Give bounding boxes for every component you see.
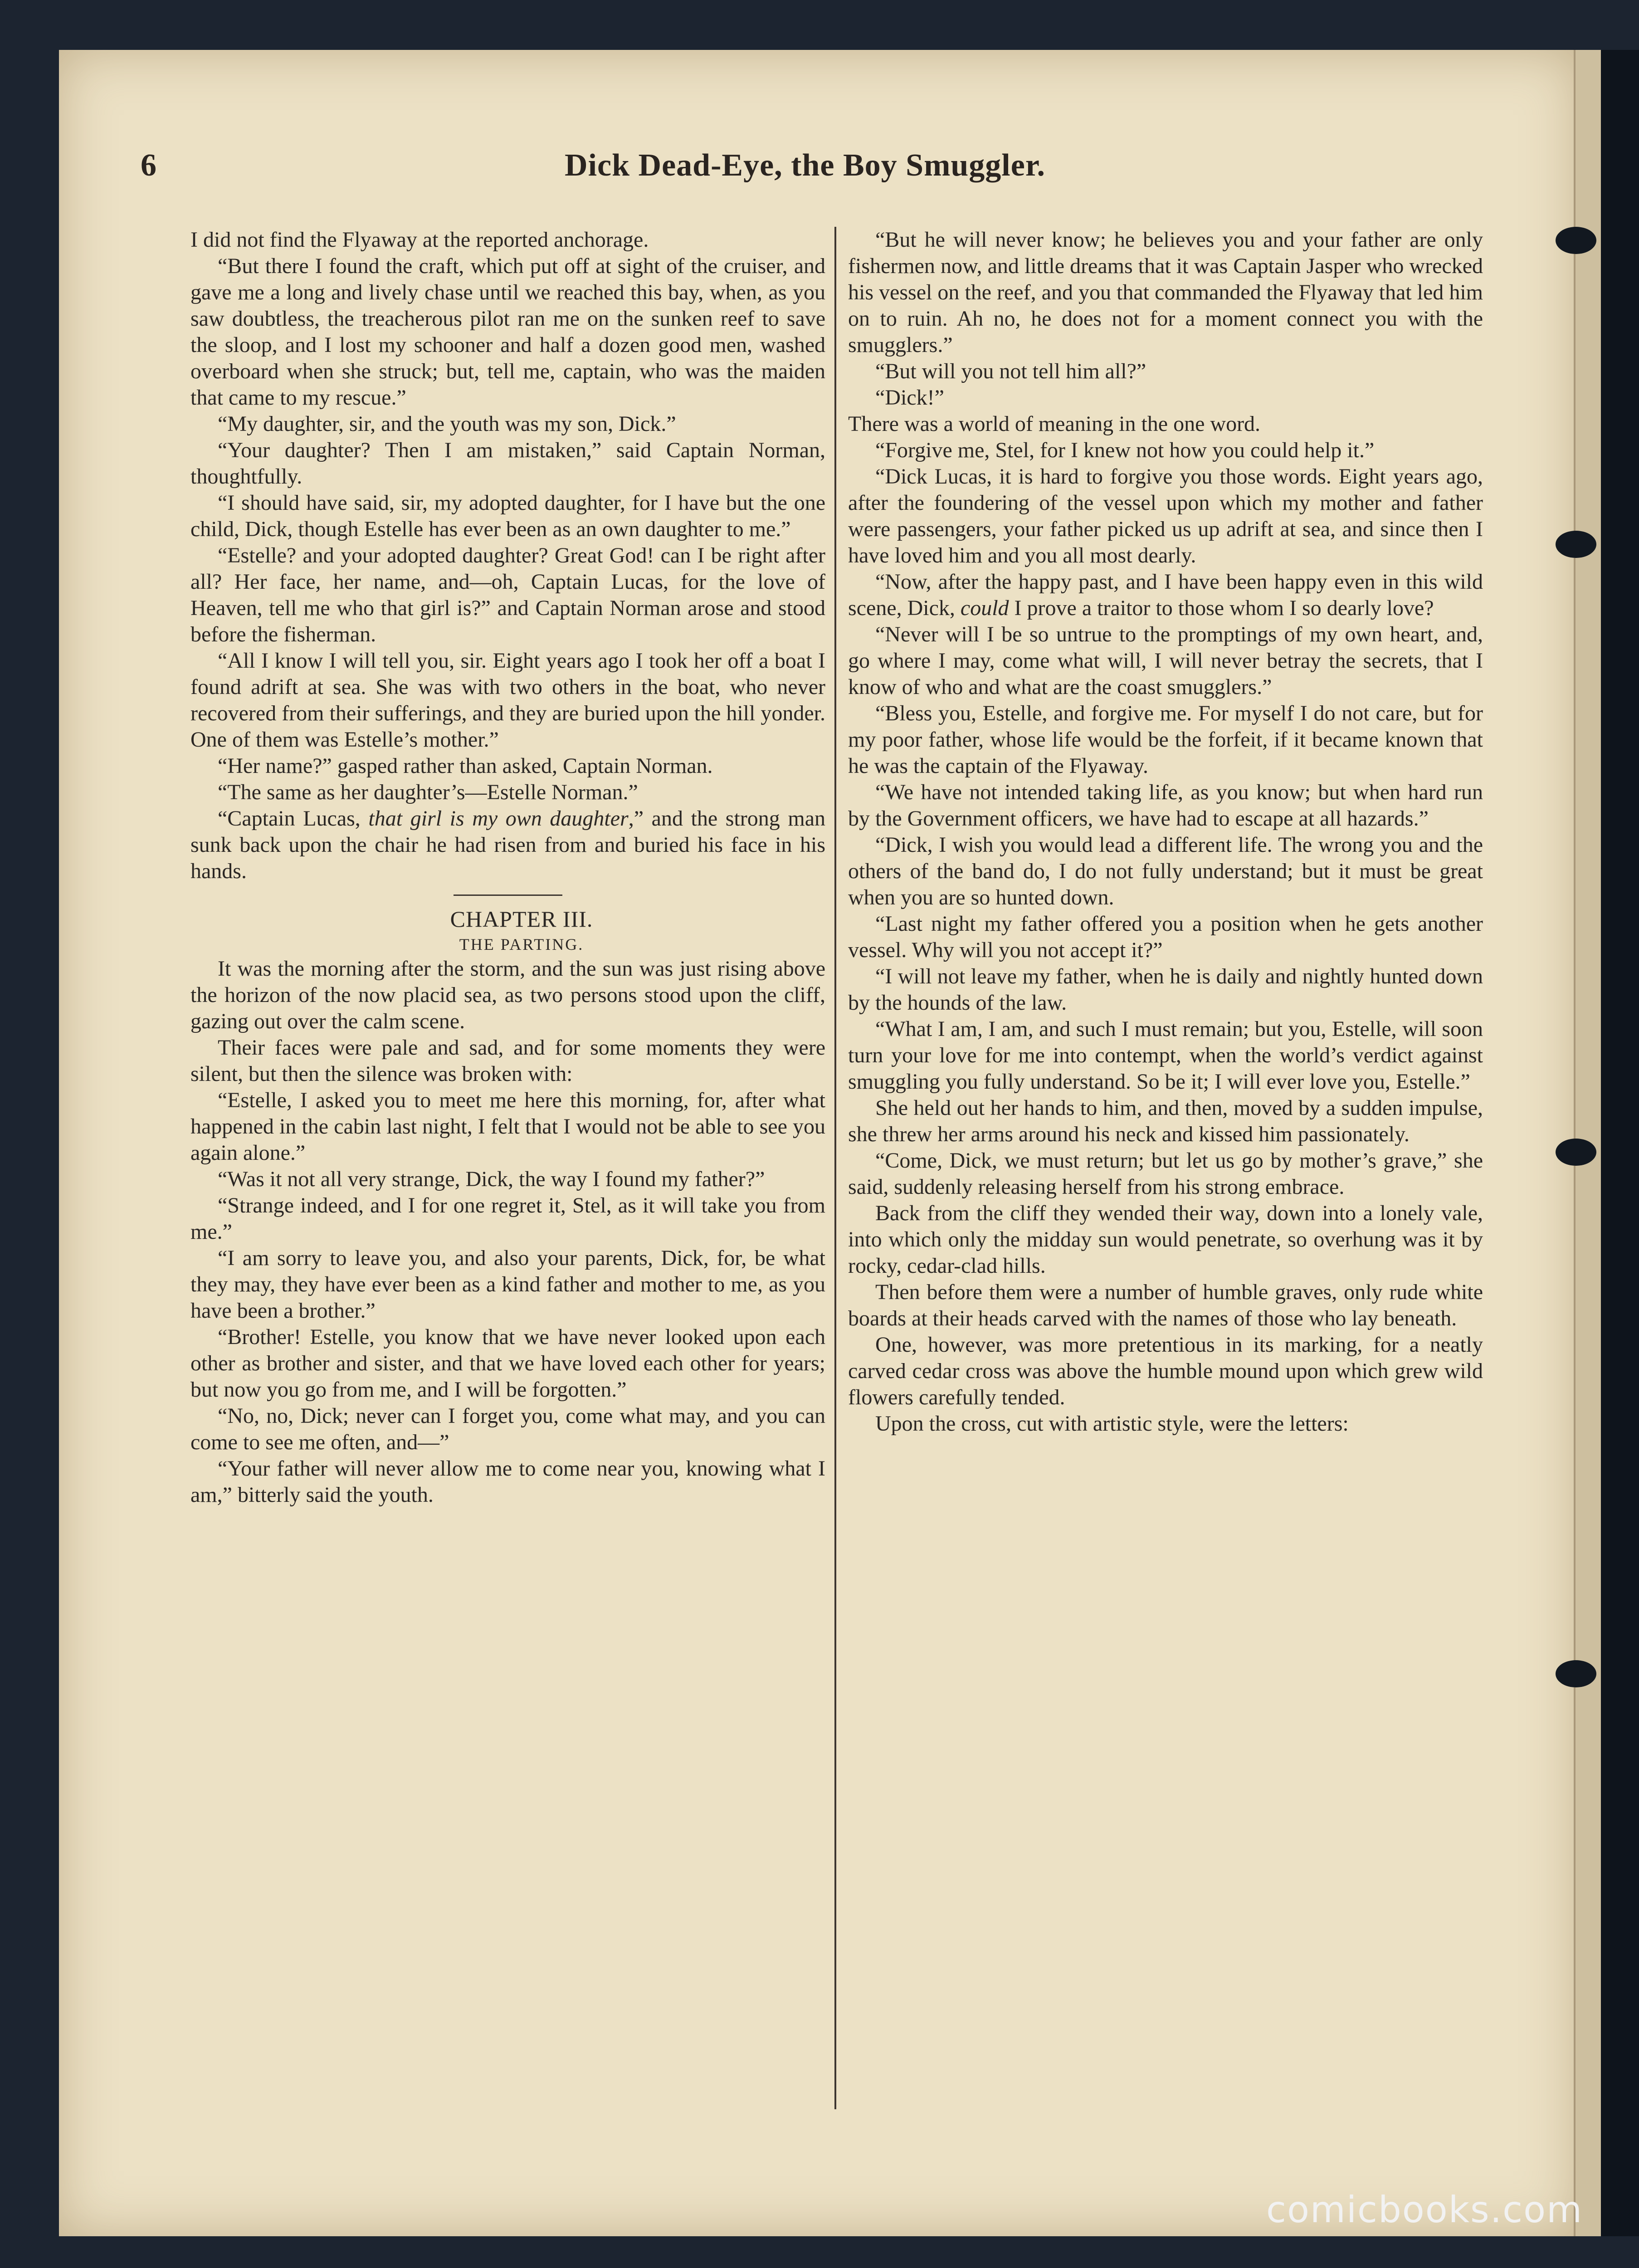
paragraph: “Strange indeed, and I for one regret it, Stel, as it will take you from me.” <box>190 1193 825 1244</box>
paragraph: “Dick!” <box>875 386 944 410</box>
paragraph: “Forgive me, Stel, for I knew not how you could help it.” <box>875 438 1375 462</box>
text-run: I prove a traitor to those whom I so dearly love? <box>1014 596 1434 620</box>
paragraph: “All I know I will tell you, sir. Eight years ago I took her off a boat I found adrift at sea. She was with two others in the boat, who never recovered from their sufferings, and they are buried upon the hill yonder. One of them was Estelle’s mother.” <box>190 649 825 752</box>
paragraph <box>848 569 1483 621</box>
paragraph: “The same as her daughter’s—Estelle Norman.” <box>218 780 638 804</box>
page-shadow <box>1601 50 1639 2236</box>
column-divider <box>834 227 836 2109</box>
page-number: 6 <box>141 148 156 183</box>
paragraph: “Was it not all very strange, Dick, the way I found my father?” <box>218 1167 765 1191</box>
paragraph: “Estelle? and your adopted daughter? Great God! can I be right after all? Her face, her name, and—oh, Captain Lucas, for the love of Heaven, tell me who that girl is?” and Captain Norman arose and stood before the fisherman. <box>190 543 825 646</box>
paragraph: “But he will never know; he believes you and your father are only fishermen now, and little dreams that it was Captain Jasper who wrecked his vessel on the reef, and you that commanded the Flyaway that led him on to ruin. Ah no, he does not for a moment connect you with the smugglers.” <box>848 228 1483 357</box>
chapter-heading: CHAPTER III. <box>450 906 593 932</box>
paragraph: “Brother! Estelle, you know that we have never looked upon each other as brother and sister, and that we have loved each other for years; but now you go from me, and I will be forgotten.” <box>190 1325 825 1402</box>
paragraph: “I am sorry to leave you, and also your parents, Dick, for, be what they may, they have ever been as a kind father and mother to me, as you have been a brother.” <box>190 1246 825 1323</box>
paragraph: “Your father will never allow me to come near you, knowing what I am,” bitterly said the youth. <box>190 1457 825 1507</box>
paragraph: “I will not leave my father, when he is daily and nightly hunted down by the hounds of the law. <box>848 964 1483 1015</box>
paragraph: “But will you not tell him all?” <box>875 359 1146 383</box>
paragraph: “Dick Lucas, it is hard to forgive you those words. Eight years ago, after the foundering of the vessel upon which my mother and father were passengers, your father picked us up adrift at sea, and since then I have loved him and you all most dearly. <box>848 464 1483 567</box>
paragraph <box>190 806 825 885</box>
paragraph: “Never will I be so untrue to the promptings of my own heart, and, go where I may, come what will, I will never betray the secrets, that I know of who and what are the coast smugglers.” <box>848 622 1483 699</box>
binding-hole-1 <box>1556 227 1596 254</box>
paragraph: “Her name?” gasped rather than asked, Captain Norman. <box>218 754 713 778</box>
chapter-divider <box>454 894 562 896</box>
paragraph: “But there I found the craft, which put off at sight of the cruiser, and gave me a long and lively chase until we reached this bay, when, as you saw doubtless, the treacherous pilot ran me on the sunken reef to save the sloop, and I lost my schooner and half a dozen good men, washed overboard when she struck; but, tell me, captain, who was the maiden that came to my rescue.” <box>190 254 825 410</box>
right-column <box>848 227 1483 2132</box>
text-run: “Captain Lucas, <box>218 807 361 831</box>
binding-hole-2 <box>1556 531 1596 558</box>
paragraph: “Bless you, Estelle, and forgive me. For myself I do not care, but for my poor father, whose life would be the forfeit, if it became known that he was the captain of the Flyaway. <box>848 701 1483 778</box>
paragraph: “No, no, Dick; never can I forget you, come what may, and you can come to see me often, and—” <box>190 1404 825 1454</box>
paragraph: One, however, was more pretentious in its marking, for a neatly carved cedar cross was above the humble mound upon which grew wild flowers carefully tended. <box>848 1333 1483 1409</box>
running-title: Dick Dead-Eye, the Boy Smuggler. <box>565 148 1045 183</box>
text-run: “Now, after the happy past, and I have been happy even in this wild scene, Dick, <box>848 570 1483 620</box>
paragraph: I did not find the Flyaway at the reported anchorage. <box>190 228 649 252</box>
binding-hole-4 <box>1556 1660 1596 1687</box>
paragraph: Their faces were pale and sad, and for some moments they were silent, but then the silence was broken with: <box>190 1036 825 1086</box>
paragraph: She held out her hands to him, and then, moved by a sudden impulse, she threw her arms around his neck and kissed him passionately. <box>848 1096 1483 1146</box>
paragraph: “Dick, I wish you would lead a different life. The wrong you and the others of the band do, I do not fully understand; but it must be great when you are so hunted down. <box>848 833 1483 909</box>
paragraph: “What I am, I am, and such I must remain; but you, Estelle, will soon turn your love for me into contempt, when the world’s verdict against smuggling you fully understand. So be it; I will ever love you, Estelle.” <box>848 1017 1483 1094</box>
paragraph: Upon the cross, cut with artistic style, were the letters: <box>875 1412 1349 1436</box>
paragraph: “Your daughter? Then I am mistaken,” said Captain Norman, thoughtfully. <box>190 438 825 489</box>
paragraph: It was the morning after the storm, and the sun was just rising above the horizon of the now placid sea, as two persons stood upon the cliff, gazing out over the calm scene. <box>190 957 825 1033</box>
paragraph: “We have not intended taking life, as you know; but when hard run by the Government officers, we have had to escape at all hazards.” <box>848 780 1483 831</box>
italic-text: that girl is my own daughter <box>368 807 629 831</box>
text-run: ,” and the strong man sunk back upon the chair he had risen from and buried his face in his hands. <box>190 807 825 883</box>
paragraph: There was a world of meaning in the one word. <box>848 412 1261 436</box>
page-header <box>141 147 1469 197</box>
chapter-subtitle: THE PARTING. <box>459 935 584 953</box>
paragraph: “Estelle, I asked you to meet me here this morning, for, after what happened in the cabin last night, I felt that I would not be able to see you again alone.” <box>190 1088 825 1165</box>
paragraph: Then before them were a number of humble graves, only rude white boards at their heads carved with the names of those who lay beneath. <box>848 1280 1483 1330</box>
left-column <box>190 227 825 2132</box>
paragraph: “Come, Dick, we must return; but let us go by mother’s grave,” she said, suddenly releasing herself from his strong embrace. <box>848 1149 1483 1199</box>
paragraph: “My daughter, sir, and the youth was my son, Dick.” <box>218 412 676 436</box>
paragraph: “I should have said, sir, my adopted daughter, for I have but the one child, Dick, though Estelle has ever been as an own daughter to me.” <box>190 491 825 541</box>
italic-text: could <box>960 596 1009 620</box>
site-watermark: comicbooks.com <box>1266 2189 1583 2231</box>
paragraph: Back from the cliff they wended their way, down into a lonely vale, into which only the midday sun would penetrate, so overhung was it by rocky, cedar-clad hills. <box>848 1201 1483 1278</box>
paragraph: “Last night my father offered you a position when he gets another vessel. Why will you not accept it?” <box>848 912 1483 962</box>
binding-hole-3 <box>1556 1139 1596 1166</box>
